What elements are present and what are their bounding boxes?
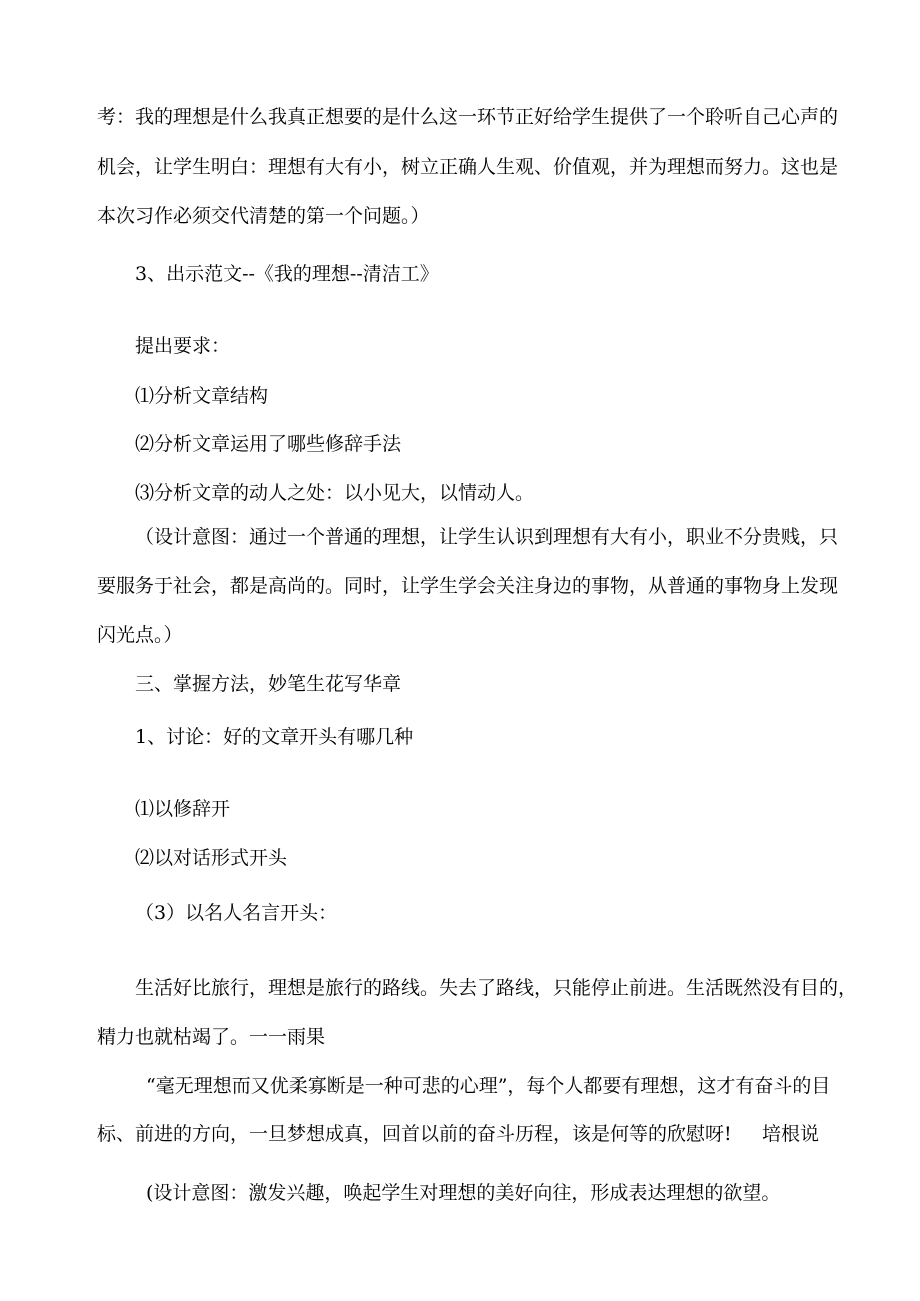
section-heading: 三、掌握方法，妙笔生花写华章 [135, 673, 402, 695]
list-item: ⑴以修辞开 [135, 798, 231, 820]
list-item: ⑶分析文章的动人之处：以小见大，以情动人。 [135, 482, 535, 504]
quote-line: 标、前进的方向，一旦梦想成真，回首以前的奋斗历程，该是何等的欣慰呀! [97, 1123, 732, 1145]
section-heading: 3、出示范文--《我的理想--清洁工》 [135, 263, 439, 285]
paragraph-line: 提出要求： [135, 335, 231, 357]
paragraph-line: (设计意图：激发兴趣，唤起学生对理想的美好向往，形成表达理想的欲望。 [146, 1182, 781, 1204]
section-heading: 1、讨论：好的文章开头有哪几种 [135, 726, 414, 748]
quote-attribution: 培根说 [762, 1123, 820, 1145]
quote-line: 精力也就枯竭了。一一雨果 [97, 1026, 326, 1048]
quote-line: “毫无理想而又优柔寡断是一种可悲的心理”，每个人都要有理想，这才有奋斗的目 [146, 1075, 831, 1097]
quote-line: 生活好比旅行，理想是旅行的路线。失去了路线，只能停止前进。生活既然没有目的， [135, 977, 858, 999]
list-item: ⑵分析文章运用了哪些修辞手法 [135, 433, 402, 455]
paragraph-line: 本次习作必须交代清楚的第一个问题。） [97, 205, 430, 227]
paragraph-line: 要服务于社会，都是高尚的。同时，让学生学会关注身边的事物，从普通的事物身上发现 [97, 575, 839, 597]
list-item: ⑴分析文章结构 [135, 385, 269, 407]
paragraph-line: 机会，让学生明白：理想有大有小，树立正确人生观、价值观，并为理想而努力。这也是 [97, 156, 839, 178]
list-item: （3）以名人名言开头： [135, 902, 338, 924]
paragraph-line: 考：我的理想是什么我真正想要的是什么这一环节正好给学生提供了一个聆听自己心声的 [97, 106, 839, 128]
paragraph-line: （设计意图：通过一个普通的理想，让学生认识到理想有大有小，职业不分贵贱，只 [135, 526, 839, 548]
list-item: ⑵以对话形式开头 [135, 847, 288, 869]
paragraph-line: 闪光点。） [97, 624, 183, 646]
